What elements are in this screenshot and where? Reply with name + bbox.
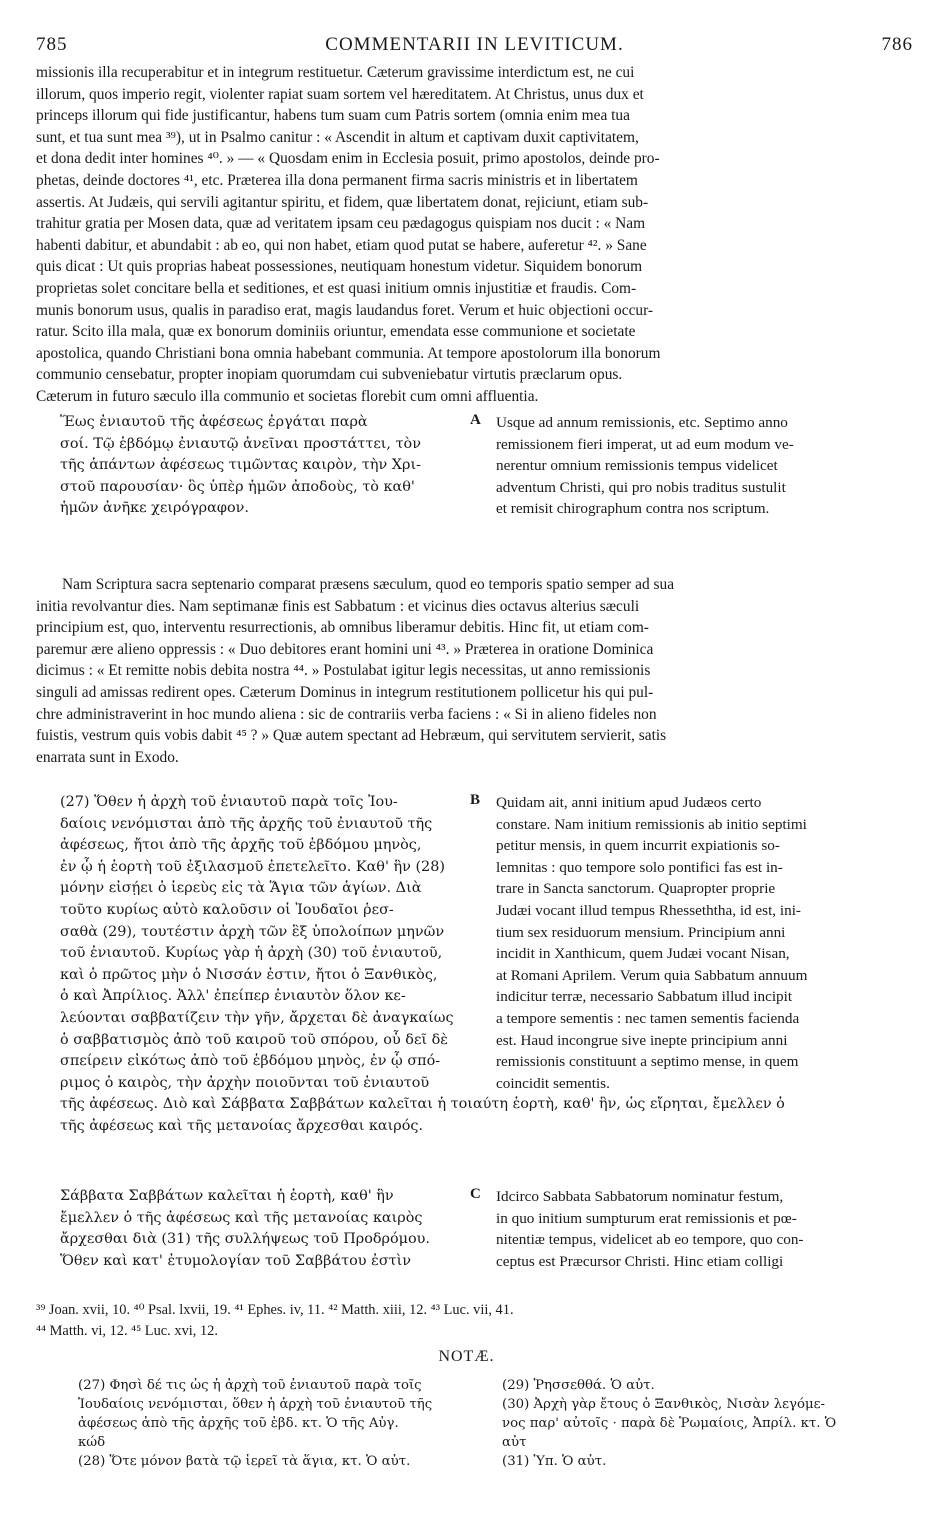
text-line: Nam Scriptura sacra septenario comparat præsens sæculum, quod eo temporis spatio semper ad sua (62, 576, 675, 593)
note-line: Ἰουδαίοις νενόμισται, ὅθεν ἡ ἀρχὴ τοῦ ἐνιαυτοῦ τῆς (78, 1397, 433, 1412)
notes-right-column (502, 1376, 907, 1471)
greek-column-a (60, 412, 474, 520)
note-line: αὐτ (502, 1435, 527, 1450)
greek-line: ὁ καὶ Ἀπρίλιος. Ἀλλ' ἐπείπερ ἐνιαυτὸν ὅλον κε- (60, 988, 406, 1005)
greek-line: Ἕως ἐνιαυτοῦ τῆς ἀφέσεως ἐργάται παρὰ (60, 414, 368, 430)
text-line: chre administraverint in hoc mundo aliena : sic de contrariis verba faciens : « Si in alieno fideles non (36, 705, 657, 723)
text-line: enarrata sunt in Exodo. (36, 748, 179, 766)
greek-line: Σάββατα Σαββάτων καλεῖται ἡ ἑορτὴ, καθ' ἣν (60, 1188, 394, 1204)
scripture-references (36, 1300, 906, 1342)
notes-left-column (78, 1376, 488, 1471)
latin-line: incidit in Xanthicum, quem Judæi vocant Nisan, (496, 945, 790, 963)
text-line: proprietas solet concitare bella et seditiones, et est quasi initium omnis injustitiæ et fraudis. Com- (36, 279, 637, 297)
note-line: (30) Ἀρχὴ γὰρ ἔτους ὁ Ξανθικὸς, Νισὰν λεγόμε- (502, 1397, 826, 1412)
text-line: fuistis, vestrum quis vobis dabit ⁴⁵ ? » Quæ autem spectant ad Hebræum, qui servitutem servierit, satis (36, 727, 667, 745)
latin-line: tium sex residuorum mensium. Principium anni (496, 923, 786, 941)
greek-line: καὶ ὁ πρῶτος μὴν ὁ Νισσάν ἐστιν, ἤτοι ὁ Ξανθικὸς, (60, 966, 438, 983)
note-line: (28) Ὅτε μόνον βατὰ τῷ ἱερεῖ τὰ ἅγια, κτ. Ὁ αὐτ. (78, 1454, 411, 1469)
greek-line: τοῦ ἐνιαυτοῦ. Κυρίως γὰρ ἡ ἀρχὴ (30) τοῦ ἐνιαυτοῦ, (60, 945, 443, 962)
latin-line: est. Haud incongrue sive inepte principium anni (496, 1031, 788, 1049)
note-line: κώδ (78, 1435, 106, 1450)
note-line: νος παρ' αὐτοῖς · παρὰ δὲ Ῥωμαίοις, Ἀπρίλ. κτ. Ὁ (502, 1416, 837, 1431)
text-line: dicimus : « Et remitte nobis debita nostra ⁴⁴. » Postulabat igitur legis necessitas, ut anno remissionis (36, 662, 651, 680)
note-line: (29) Ῥησσεθθά. Ὁ αὐτ. (502, 1378, 655, 1393)
latin-line: adventum Christi, qui pro nobis traditus sustulit (496, 478, 786, 496)
greek-line: σοί. Τῷ ἑβδόμῳ ἐνιαυτῷ ἀνεῖναι προστάττει, τὸν (60, 435, 421, 452)
text-line: Cæterum in futuro sæculo illa communio et societas florebit cum omni affluentia. (36, 387, 539, 405)
greek-column-c (60, 1186, 474, 1272)
text-line: princeps illorum qui fide justificantur, habens tum suam cum Patris sortem (omnia enim mea tua (36, 107, 630, 125)
latin-column-c (496, 1186, 896, 1272)
greek-line: ἄρχεσθαι διὰ (31) τῆς συλλήψεως τοῦ Προδρόμου. (60, 1231, 430, 1248)
latin-line: remissionem fieri imperat, ut ad eum modum ve- (496, 435, 794, 453)
latin-line: trare in Sancta sanctorum. Quapropter proprie (496, 880, 776, 898)
page-header (36, 34, 913, 64)
section-marker-a: A (470, 412, 481, 428)
latin-line: et remisit chirographum contra nos scriptum. (496, 500, 770, 518)
notes-heading: NOTÆ. (438, 1348, 495, 1365)
greek-line: στοῦ παρουσίαν· ὃς ὑπὲρ ἡμῶν ἀποδοὺς, τὸ καθ' (60, 478, 415, 495)
text-line: et dona dedit inter homines ⁴⁰. » — « Quosdam enim in Ecclesia posuit, primo apostolos, deinde pro- (36, 150, 660, 168)
text-line: munis bonorum usus, qualis in paradiso erat, magis laudandus foret. Verum et huic objectioni occur- (36, 301, 654, 319)
running-title: COMMENTARII IN LEVITICUM. (325, 34, 624, 55)
greek-line: σπείρειν εἰκότως ἀπὸ τοῦ ἑβδόμου μηνὸς, ἐν ᾧ σπό- (60, 1053, 441, 1070)
latin-line: Idcirco Sabbata Sabbatorum nominatur festum, (496, 1188, 784, 1205)
greek-line: τοῦτο κυρίως αὐτὸ καλοῦσιν οἱ Ἰουδαῖοι ῥεσ- (60, 901, 394, 918)
latin-line: Judæi vocant illud tempus Rhesseththa, id est, ini- (496, 901, 801, 919)
latin-line: nerentur omnium remissionis tempus videlicet (496, 457, 778, 475)
greek-line: ὁ σαββατισμὸς ἀπὸ τοῦ καιροῦ τοῦ σπόρου, οὗ δεῖ δὲ (60, 1031, 448, 1048)
section-marker-c: C (470, 1186, 481, 1202)
greek-line: τῆς ἀφέσεως καὶ τῆς μετανοίας ἄρχεσθαι καιρός. (60, 1117, 424, 1134)
latin-line: ceptus est Præcursor Christi. Hinc etiam colligi (496, 1252, 784, 1270)
text-line: principium est, quo, interventu resurrectionis, ab omnibus liberamur debitis. Hinc fit, ut etiam com- (36, 619, 649, 637)
paragraph-1 (36, 62, 898, 408)
latin-line: petitur mensis, in quem incurrit expiationis so- (496, 837, 780, 855)
latin-column-a (496, 412, 896, 520)
greek-line: ἡμῶν ἀνῆκε χειρόγραφον. (60, 500, 249, 517)
greek-line: λεύονται σαββατίζειν τὴν γῆν, ἄρχεται δὲ ἀναγκαίως (60, 1009, 454, 1026)
text-line: initia revolvantur dies. Nam septimanæ finis est Sabbatum : et vicinus dies octavus alterius sæculi (36, 597, 640, 615)
greek-full-width (60, 1094, 905, 1137)
latin-line: indicitur terræ, necessario Sabbatum illud incipit (496, 988, 793, 1006)
latin-line: Usque ad annum remissionis, etc. Septimo anno (496, 414, 788, 431)
note-line: ἀφέσεως ἀπὸ τῆς ἀρχῆς τοῦ ἑβδ. κτ. Ὁ τῆς Αὐγ. (78, 1416, 399, 1431)
page-number-left: 785 (36, 34, 68, 55)
latin-line: remissionis constituunt a septimo mense, in quem (496, 1053, 799, 1071)
text-line: illorum, quos imperio regit, violenter rapiat suam sortem vel hæreditatem. At Christus, unus dux et (36, 85, 644, 103)
latin-column-b (496, 792, 896, 1094)
text-line: sunt, et tua sunt mea ³⁹), ut in Psalmo canitur : « Ascendit in altum et captivam duxit captivitatem, (36, 128, 639, 146)
greek-line: μόνην εἰσῄει ὁ ἱερεὺς εἰς τὰ Ἅγια τῶν ἁγίων. Διὰ (60, 880, 422, 897)
text-line: apostolica, quando Christiani bona omnia habebant communia. At tempore apostolorum illa bonorum (36, 344, 661, 362)
text-line: ratur. Scito illa mala, quæ ex bonorum dominiis oriuntur, emendata esse communione et societate (36, 323, 636, 341)
latin-line: a tempore sementis : nec tamen sementis facienda (496, 1009, 800, 1027)
text-line: assertis. At Judæis, qui servili agitantur spiritu, et fidem, quæ libertatem donat, rejiciunt, etiam sub- (36, 193, 649, 211)
greek-line: δαίοις νενόμισται ἀπὸ τῆς ἀρχῆς τοῦ ἐνιαυτοῦ τῆς (60, 815, 433, 832)
note-line: (27) Φησὶ δέ τις ὡς ἡ ἀρχὴ τοῦ ἐνιαυτοῦ παρὰ τοῖς (78, 1378, 422, 1393)
text-line: singuli ad amissas redirent opes. Cæterum Dominus in integrum restitutionem pollicetur his qui pul- (36, 683, 654, 701)
text-line: quis dicat : Ut quis proprias habeat possessiones, neutiquam honestum videtur. Siquidem bonorum (36, 258, 643, 276)
latin-line: at Romani Aprilem. Verum quia Sabbatum annuum (496, 966, 808, 984)
text-line: trahitur gratia per Mosen data, quæ ad veritatem ipsam ceu pædagogus quispiam nos ducit : « Nam (36, 215, 646, 233)
greek-line: Ὅθεν καὶ κατ' ἐτυμολογίαν τοῦ Σαββάτου ἐστὶν (60, 1252, 412, 1269)
reference-line: ⁴⁴ Matth. vi, 12. ⁴⁵ Luc. xvi, 12. (36, 1323, 218, 1339)
greek-line: τῆς ἀφέσεως. Διὸ καὶ Σάββατα Σαββάτων καλεῖται ἡ τοιαύτη ἑορτὴ, καθ' ἣν, ὡς εἴρηται, ἔμελλεν ὁ (60, 1096, 785, 1112)
greek-line: (27) Ὅθεν ἡ ἀρχὴ τοῦ ἐνιαυτοῦ παρὰ τοῖς Ἰου- (60, 794, 398, 810)
text-line: paremur ære alieno oppressis : « Duo debitores erant homini uni ⁴³. » Præterea in oratione Dominica (36, 640, 654, 658)
latin-line: in quo initium sumpturum erat remissionis et pœ- (496, 1209, 797, 1227)
latin-line: lemnitas : quo tempore solo pontifici fas est in- (496, 858, 783, 876)
greek-line: ἀφέσεως, ἤτοι ἀπὸ τῆς ἀρχῆς τοῦ ἑβδόμου μηνὸς, (60, 837, 422, 854)
greek-line: ἔμελλεν ὁ τῆς ἀφέσεως καὶ τῆς μετανοίας καιρὸς (60, 1209, 423, 1226)
text-line: habenti dabitur, et abundabit : ab eo, qui non habet, etiam quod putat se habere, auferetur ⁴². » Sane (36, 236, 647, 254)
reference-line: ³⁹ Joan. xvii, 10. ⁴⁰ Psal. lxvii, 19. ⁴¹ Ephes. iv, 11. ⁴² Matth. xiii, 12. ⁴³ Luc. vii, 41. (36, 1302, 514, 1318)
section-marker-b: B (470, 792, 481, 808)
greek-line: τῆς ἁπάντων ἀφέσεως τιμῶντας καιρὸν, τὴν Χρι- (60, 457, 422, 474)
greek-column-b (60, 792, 474, 1094)
text-line: phetas, deinde doctores ⁴¹, etc. Præterea illa dona permanent firma sacris ministris et in libertatem (36, 171, 638, 189)
text-line: communio censebatur, propter inopiam quorumdam cui subveniebatur virtutis præclarum opus. (36, 366, 623, 384)
latin-line: nitentiæ tempus, videlicet ab eo tempore, quo con- (496, 1231, 804, 1249)
greek-line: ἐν ᾧ ἡ ἑορτὴ τοῦ ἐξιλασμοῦ ἐπετελεῖτο. Καθ' ἣν (28) (60, 858, 445, 875)
note-line: (31) Ὑπ. Ὁ αὐτ. (502, 1454, 607, 1469)
latin-line: constare. Nam initium remissionis ab initio septimi (496, 815, 807, 833)
paragraph-2 (36, 574, 898, 768)
text-line: missionis illa recuperabitur et in integrum restituetur. Cæterum gravissime interdictum est, ne cui (36, 64, 635, 81)
greek-line: ριμος ὁ καιρὸς, τὴν ἀρχὴν ποιοῦνται τοῦ ἐνιαυτοῦ (60, 1074, 430, 1091)
page-number-right: 786 (881, 34, 913, 55)
latin-line: Quidam ait, anni initium apud Judæos certo (496, 794, 762, 811)
latin-line: coincidit sementis. (496, 1074, 610, 1092)
greek-line: σαθὰ (29), τουτέστιν ἀρχὴ τῶν ἓξ ὑπολοίπων μηνῶν (60, 923, 445, 940)
